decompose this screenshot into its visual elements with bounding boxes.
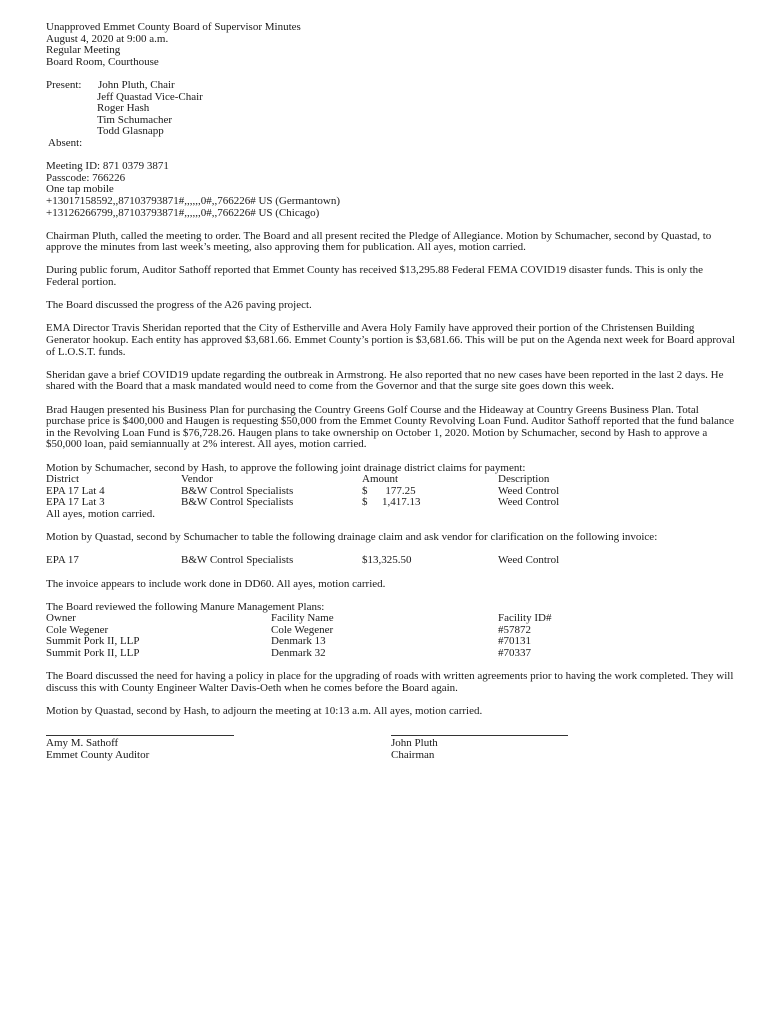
- claim-district: EPA 17: [46, 554, 79, 567]
- currency-symbol: $: [362, 484, 368, 497]
- present-member: Todd Glasnapp: [97, 125, 164, 138]
- claim-description: Weed Control: [498, 496, 560, 509]
- column-header: Facility ID#: [498, 612, 552, 625]
- claims-table-header: [46, 474, 736, 486]
- meeting-type: Regular Meeting: [46, 44, 121, 57]
- claim-district: EPA 17 Lat 4: [46, 484, 105, 497]
- column-header: Owner: [46, 612, 76, 625]
- claim-amount: [362, 497, 498, 509]
- table-row: [46, 648, 736, 660]
- paragraph-covid-update: Sheridan gave a brief COVID19 update regarding the outbreak in Armstrong. He also reported that no new cases have been reported in the last 2 days. He shared with the Board that a mask mandated would need to come from the Governor and that the surge site goes down this week.: [46, 368, 724, 393]
- manure-facility: Denmark 13: [271, 635, 326, 648]
- paragraph-table-claim: Motion by Quastad, second by Schumacher to table the following drainage claim and ask vendor for clarification on the following invoice:: [46, 531, 658, 544]
- meeting-date: August 4, 2020 at 9:00 a.m.: [46, 32, 169, 45]
- manure-facility: Denmark 32: [271, 647, 326, 660]
- column-header: District: [46, 473, 79, 486]
- tabled-claim-row: [46, 555, 736, 567]
- claim-description: Weed Control: [498, 484, 560, 497]
- signer-title: Chairman: [391, 748, 435, 761]
- amount-value: 1,417.13: [382, 496, 421, 509]
- manure-table-header: [46, 613, 736, 625]
- manure-facility-id: #57872: [498, 623, 531, 636]
- present-member: John Pluth, Chair: [98, 78, 175, 91]
- table-row: [46, 636, 736, 648]
- manure-facility-id: #70131: [498, 635, 531, 648]
- column-header: Vendor: [181, 473, 213, 486]
- present-label: Present:: [46, 78, 82, 91]
- manure-owner: Summit Pork II, LLP: [46, 635, 140, 648]
- claim-description: Weed Control: [498, 554, 560, 567]
- paragraph-manure-plans: The Board reviewed the following Manure Management Plans:: [46, 600, 325, 613]
- signature-section: [46, 735, 736, 761]
- meeting-info-block: [46, 161, 736, 219]
- paragraph-drainage-claims: Motion by Schumacher, second by Hash, to approve the following joint drainage district claims for payment:: [46, 461, 526, 474]
- absent-label: Absent:: [48, 136, 83, 149]
- manure-owner: Cole Wegener: [46, 623, 109, 636]
- amount-value: 177.25: [385, 484, 416, 497]
- signer-name: Amy M. Sathoff: [46, 737, 119, 750]
- currency-symbol: $: [362, 496, 368, 509]
- meeting-location: Board Room, Courthouse: [46, 55, 159, 68]
- signature-line: [391, 735, 568, 736]
- claim-vendor: B&W Control Specialists: [181, 496, 294, 509]
- manure-owner: Summit Pork II, LLP: [46, 647, 140, 660]
- manure-facility: Cole Wegener: [271, 623, 334, 636]
- mobile-number-germantown: +13017158592,,87103793871#,,,,,,0#,,766226# US (Germantown): [46, 194, 341, 207]
- paragraph-invoice-note: The invoice appears to include work done in DD60. All ayes, motion carried.: [46, 577, 386, 590]
- paragraph-adjourn: Motion by Quastad, second by Hash, to adjourn the meeting at 10:13 a.m. All ayes, motion carried.: [46, 705, 483, 718]
- minutes-document: [46, 22, 736, 761]
- present-member: Roger Hash: [97, 102, 150, 115]
- meeting-passcode: Passcode: 766226: [46, 171, 126, 184]
- present-member: Tim Schumacher: [97, 113, 173, 126]
- paragraph-road-policy: The Board discussed the need for having a policy in place for the upgrading of roads with written agreements prior to having the work completed. They will discuss this with County Engineer Walter Davis-Oeth when he comes before the Board again.: [46, 670, 734, 694]
- column-header: Description: [498, 473, 550, 486]
- document-title: Unapproved Emmet County Board of Supervisor Minutes: [46, 21, 301, 33]
- column-header: Amount: [362, 473, 399, 486]
- paragraph-ema-generator: EMA Director Travis Sheridan reported that the City of Estherville and Avera Holy Family have approved their portion of the Christensen Building Generator hookup. Each entity has approved $3,681.66. Emmet County’s portion is $3,681.66. This will be put on the Agenda next week for Board approval of L.O.S.T. funds.: [46, 322, 735, 358]
- claim-district: EPA 17 Lat 3: [46, 496, 105, 509]
- present-member: Jeff Quastad Vice-Chair: [97, 90, 203, 103]
- motion-carried-text: All ayes, motion carried.: [46, 507, 156, 520]
- manure-facility-id: #70337: [498, 647, 531, 660]
- paragraph-business-plan: Brad Haugen presented his Business Plan for purchasing the Country Greens Golf Course and the Hideaway at Country Greens Business Plan. Total purchase price is $400,000 and Haugen is requesting $50,000 from the Emmet County Revolving Loan Fund. Auditor Sathoff reported that the fund balance in the Revolving Loan Fund is $76,728.26. Haugen plans to take ownership on October 1, 2020. Motion by Schumacher, second by Hash to approve a $50,000 loan, paid semiannually at 2% interest. All ayes, motion carried.: [46, 403, 735, 451]
- table-row: [46, 625, 736, 637]
- meeting-id: Meeting ID: 871 0379 3871: [46, 160, 169, 173]
- paragraph-paving-project: The Board discussed the progress of the A26 paving project.: [46, 299, 312, 312]
- mobile-label: One tap mobile: [46, 183, 114, 196]
- paragraph-call-to-order: Chairman Pluth, called the meeting to order. The Board and all present recited the Pledge of Allegiance. Motion by Schumacher, second by Quastad, to approve the minutes from last week’s meeting, also approving them for publication. All ayes, motion carried.: [46, 229, 712, 254]
- mobile-number-chicago: +13126266799,,87103793871#,,,,,,0#,,766226# US (Chicago): [46, 206, 320, 219]
- signature-auditor: [46, 735, 391, 761]
- paragraph-public-forum: During public forum, Auditor Sathoff reported that Emmet County has received $13,295.88 Federal FEMA COVID19 disaster funds. This is only the Federal portion.: [46, 264, 704, 289]
- signature-chairman: [391, 735, 736, 761]
- claim-vendor: B&W Control Specialists: [181, 484, 294, 497]
- attendance-block: [46, 80, 736, 150]
- signature-line: [46, 735, 234, 736]
- document-header: [46, 22, 736, 68]
- claim-vendor: B&W Control Specialists: [181, 554, 294, 567]
- signer-name: John Pluth: [391, 737, 438, 750]
- signer-title: Emmet County Auditor: [46, 748, 150, 761]
- claim-amount: $13,325.50: [362, 554, 412, 567]
- drainage-claims-section: [46, 463, 736, 521]
- column-header: Facility Name: [271, 612, 334, 625]
- manure-plans-section: [46, 602, 736, 660]
